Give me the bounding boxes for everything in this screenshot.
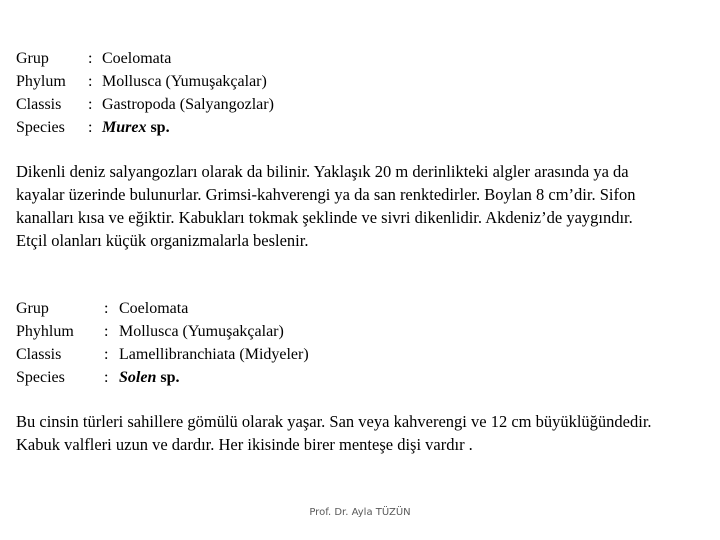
taxon-key: Classis [16,96,62,113]
taxon-key: Phylum [16,73,66,90]
taxon-row-species [16,366,309,389]
taxon-value: Lamellibranchiata (Midyeler) [119,346,309,363]
footer-author: Prof. Dr. Ayla TÜZÜN [309,507,411,518]
taxon-value: Coelomata [102,50,172,67]
taxon-key: Phyhlum [16,323,74,340]
taxon-separator: : [88,96,93,113]
taxon-value: Coelomata [119,300,189,317]
taxon-separator: : [104,300,109,317]
genus-name: Murex [102,119,147,136]
taxon-key: Classis [16,346,62,363]
taxon-key: Grup [16,300,49,317]
taxonomy-block-solen [16,297,309,389]
taxon-row-species [16,116,274,139]
taxon-separator: : [88,73,93,90]
taxon-key: Species [16,119,65,136]
taxon-key: Grup [16,50,49,67]
taxon-row-grup [16,297,309,320]
taxon-row-classis [16,343,309,366]
taxonomy-block-murex [16,47,274,139]
species-name [119,366,179,389]
taxon-value: Mollusca (Yumuşakçalar) [102,73,267,90]
description-solen: Bu cinsin türleri sahillere gömülü olarak yaşar. San veya kahverengi ve 12 cm büyüklüğündedir. Kabuk valfleri uzun ve dardır. Her ikisinde birer menteşe dişi vardır . [16,412,652,454]
taxon-separator: : [88,50,93,67]
genus-name: Solen [119,369,157,386]
taxon-row-phylum [16,320,309,343]
species-abbrev: sp. [150,119,170,136]
taxon-row-classis [16,93,274,116]
taxon-value: Mollusca (Yumuşakçalar) [119,323,284,340]
taxon-key: Species [16,369,65,386]
taxon-separator: : [88,119,93,136]
species-abbrev: sp. [160,369,180,386]
taxon-separator: : [104,369,109,386]
taxon-separator: : [104,346,109,363]
taxon-value: Gastropoda (Salyangozlar) [102,96,274,113]
species-name [102,116,170,139]
taxon-row-grup [16,47,274,70]
description-murex: Dikenli deniz salyangozları olarak da bilinir. Yaklaşık 20 m derinlikteki algler arasında ya da kayalar üzerinde bulunurlar. Grimsi-kahverengi ya da san renktedirler. Boylan 8 cm’dir. Sifon kanalları kısa ve eğiktir. Kabukları tokmak şeklinde ve sivri dikenlidir. Akdeniz’de yaygındır. Etçil olanları küçük organizmalarla beslenir. [16,162,636,250]
taxon-separator: : [104,323,109,340]
taxon-row-phylum [16,70,274,93]
